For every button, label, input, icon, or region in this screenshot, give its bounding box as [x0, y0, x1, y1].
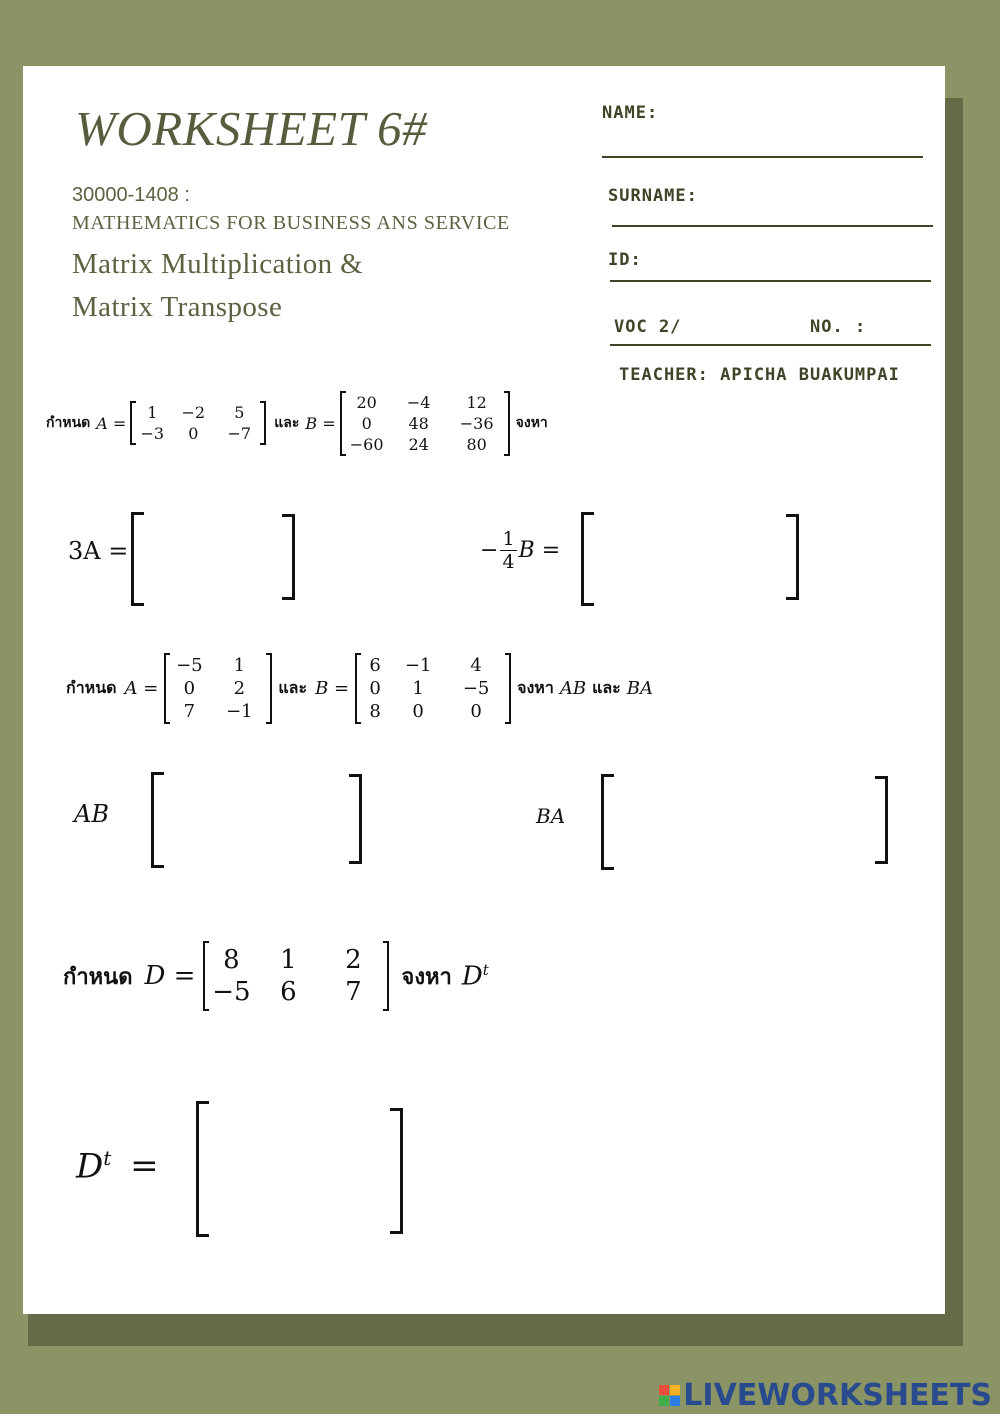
matrix-cell: −2 [181, 403, 206, 422]
logo-mark-icon [659, 1385, 680, 1406]
answer-quarter-b-right-bracket [786, 514, 799, 600]
answer-dt-sup: t [103, 1146, 112, 1170]
matrix-cell: 0 [369, 677, 381, 699]
answer-ab-input[interactable] [168, 782, 344, 854]
problem2-given: กำหนด [66, 677, 117, 697]
answer-dt-right-bracket [390, 1108, 403, 1234]
voc-label: VOC 2/ [614, 317, 682, 337]
surname-label: SURNAME: [608, 186, 698, 206]
problem2-statement [66, 651, 653, 725]
matrix-cell: 1 [280, 945, 297, 975]
problem2-find: จงหา [517, 677, 554, 697]
matrix-cell: −5 [212, 977, 251, 1007]
answer-ba-right-bracket [875, 776, 888, 864]
minus-sign: − [480, 538, 499, 563]
matrix-cell: 0 [412, 700, 424, 722]
problem2-and: และ [278, 677, 308, 697]
matrix-cell: 0 [361, 413, 372, 433]
fraction-numerator: 1 [502, 528, 515, 550]
answer-ba-label: BA [536, 804, 566, 828]
matrix-cell: −1 [404, 654, 432, 676]
problem1-and: และ [274, 415, 300, 431]
problem3-target-sup: t [482, 960, 489, 979]
answer-dt-left-bracket [196, 1101, 209, 1237]
problem1-matrix-b [340, 392, 510, 455]
problem1-given: กำหนด [46, 415, 91, 431]
matrix-cell: −5 [462, 677, 490, 699]
matrix-cell: 6 [280, 977, 297, 1007]
answer-ab-label: AB [74, 800, 109, 828]
matrix-cell: −1 [226, 700, 253, 722]
course-name: MATHEMATICS FOR BUSINESS ANS SERVICE [72, 212, 510, 234]
problem1-statement [46, 388, 548, 458]
problem1-find: จงหา [515, 415, 548, 431]
name-label: NAME: [602, 103, 659, 123]
surname-input-line[interactable] [612, 225, 933, 227]
problem3-find: จงหา [401, 964, 452, 990]
answer-quarter-b-left-bracket [581, 512, 594, 606]
matrix-cell: −5 [176, 654, 203, 676]
matrix-cell: 8 [223, 945, 240, 975]
fraction [500, 528, 516, 573]
logo-square [670, 1385, 680, 1395]
voc-input-line[interactable] [610, 344, 931, 346]
course-code: 30000-1408 : [72, 184, 190, 206]
matrix-cell: 6 [369, 654, 381, 676]
problem3-matrix-d [203, 942, 389, 1010]
problem3-statement [63, 940, 489, 1012]
matrix-cell: 7 [183, 700, 196, 722]
answer-dt-input[interactable] [214, 1112, 386, 1224]
problem2-find-ba: BA [626, 677, 654, 699]
matrix-cell: −3 [140, 424, 165, 443]
problem2-and-2: และ [592, 677, 621, 697]
problem3-matD-name: D = [144, 961, 196, 991]
problem2-matrix-b [355, 654, 511, 723]
answer-quarter-b-text: B = [518, 538, 561, 563]
matrix-cell: 20 [356, 392, 377, 412]
problem2-matB-name: B = [315, 677, 350, 699]
answer-ba-left-bracket [601, 774, 614, 870]
matrix-cell: 7 [345, 977, 362, 1007]
matrix-cell: 1 [412, 677, 424, 699]
matrix-cell: 1 [233, 654, 246, 676]
problem1-matrix-a [130, 402, 266, 444]
matrix-cell: 2 [233, 677, 246, 699]
matrix-cell: 2 [345, 945, 362, 975]
problem1-matB-name: B = [305, 413, 336, 433]
matrix-cell: 0 [188, 424, 199, 443]
problem2-matrix-a [164, 654, 272, 723]
answer-ba-input[interactable] [618, 782, 868, 854]
worksheet-title: WORKSHEET 6# [75, 101, 428, 156]
matrix-cell: 1 [147, 403, 158, 422]
fraction-denominator: 4 [502, 551, 515, 573]
answer-3a-right-bracket [282, 514, 295, 600]
logo-text: LIVEWORKSHEETS [683, 1378, 992, 1413]
id-label: ID: [608, 250, 642, 270]
matrix-cell: 5 [234, 403, 245, 422]
matrix-cell: 4 [470, 654, 482, 676]
number-label: NO. : [810, 317, 867, 337]
matrix-cell: 8 [369, 700, 381, 722]
matrix-cell: 0 [183, 677, 196, 699]
logo-square [659, 1396, 669, 1406]
answer-dt-label [76, 1146, 159, 1186]
teacher-label: TEACHER: APICHA BUAKUMPAI [619, 365, 900, 385]
logo-square [659, 1385, 669, 1395]
name-input-line[interactable] [602, 156, 923, 158]
logo-square [670, 1396, 680, 1406]
answer-ab-left-bracket [151, 772, 164, 868]
answer-3a-label [68, 537, 128, 565]
liveworksheets-logo [659, 1378, 992, 1413]
matrix-cell: 80 [466, 434, 487, 454]
answer-3a-input[interactable] [148, 520, 278, 590]
answer-quarter-b-input[interactable] [598, 520, 782, 590]
matrix-cell: 48 [408, 413, 429, 433]
answer-dt-base: D [76, 1146, 104, 1187]
answer-3a-left-bracket [131, 512, 144, 606]
answer-3a-text: 3A = [68, 537, 129, 565]
matrix-cell: −7 [227, 424, 252, 443]
matrix-cell: −4 [406, 392, 431, 412]
matrix-cell: 0 [470, 700, 482, 722]
problem3-given: กำหนด [63, 964, 133, 990]
matrix-cell: −60 [349, 434, 384, 454]
problem2-matA-name: A = [124, 677, 159, 699]
matrix-cell: 24 [408, 434, 429, 454]
matrix-cell: −36 [459, 413, 494, 433]
answer-quarter-b-label [480, 528, 560, 573]
topic-line-1: Matrix Multiplication & [72, 248, 364, 280]
answer-dt-equals: = [130, 1146, 159, 1187]
answer-ab-right-bracket [349, 774, 362, 864]
id-input-line[interactable] [610, 280, 931, 282]
topic-line-2: Matrix Transpose [72, 291, 283, 323]
problem1-matA-name: A = [96, 413, 127, 433]
problem3-target [462, 961, 489, 992]
matrix-cell: 12 [466, 392, 487, 412]
problem2-find-ab: AB [559, 677, 587, 699]
problem3-target-base: D [461, 961, 483, 992]
